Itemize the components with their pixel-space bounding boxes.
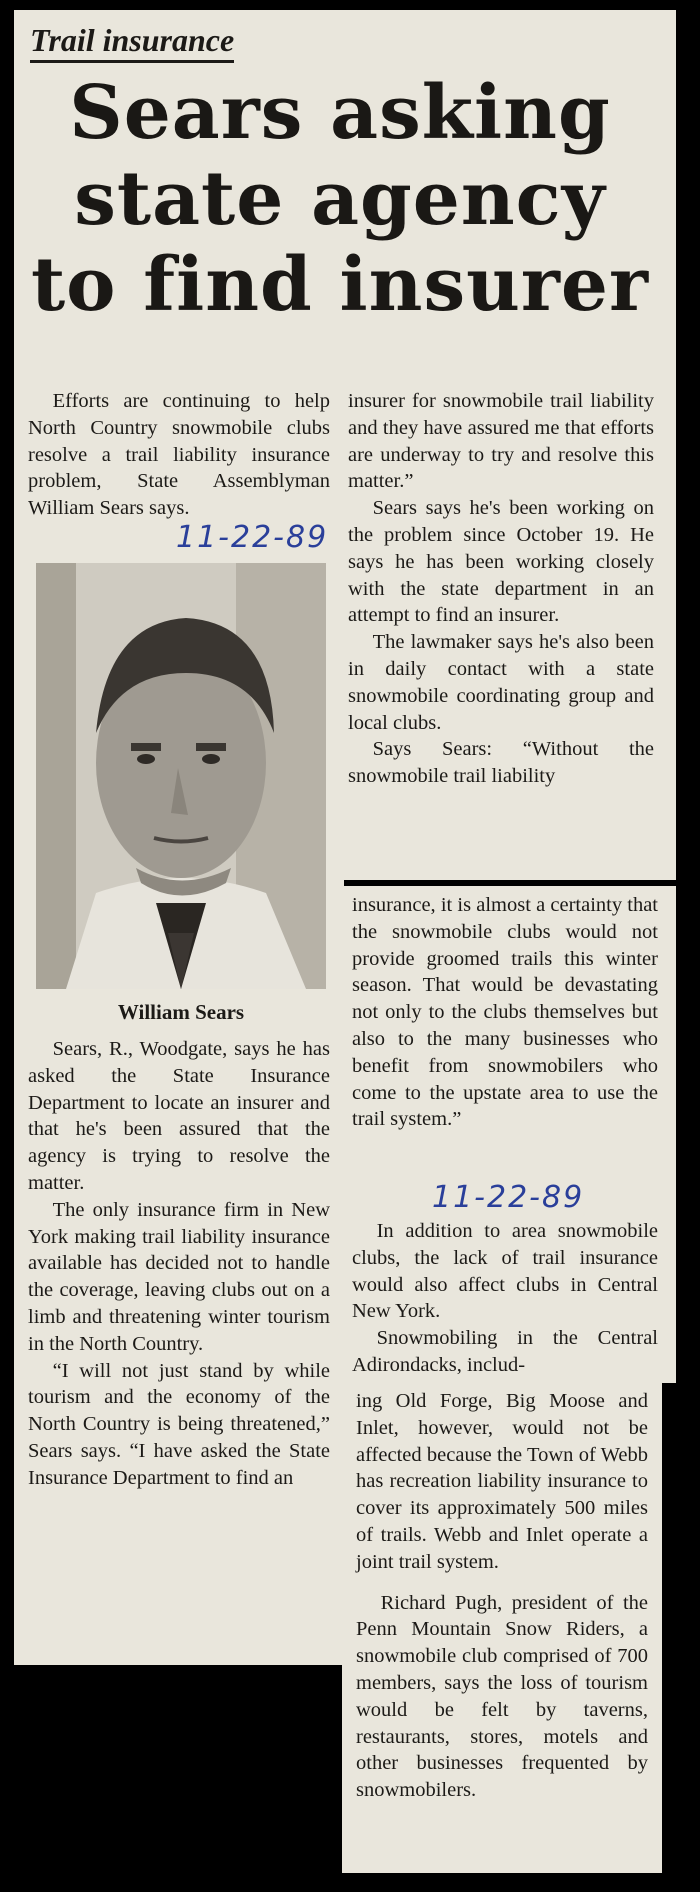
paragraph: ing Old Forge, Big Moose and Inlet, however, would not be affected because the Town of Webb has recreation liability insurance to cover its approximately 500 miles of trails. Webb and Inlet operate a joint trail system. bbox=[356, 1390, 648, 1573]
paragraph: Sears, R., Woodgate, says he has asked the State Insurance Department to locate an insurer and that he's been assured that the agency is trying to resolve the matter. bbox=[28, 1038, 330, 1194]
column-left-bottom bbox=[28, 1036, 330, 1492]
paragraph: Sears says he's been working on the problem since October 19. He says he has been working closely with the state department in an attempt to find an insurer. bbox=[348, 497, 654, 627]
paragraph: The only insurance firm in New York making trail liability insurance available has decided not to handle the coverage, leaving clubs out on a limb and threatening winter tourism in the North Country. bbox=[28, 1198, 330, 1355]
photo-caption: William Sears bbox=[117, 1000, 245, 1024]
column-right-a bbox=[348, 388, 654, 790]
column-right-d bbox=[356, 1388, 648, 1804]
handwritten-date: 11-22-89 bbox=[176, 520, 329, 555]
paragraph: insurance, it is almost a certainty that the snowmobile clubs would not provide groomed trails this winter season. That would be devastating not only to the clubs themselves but also to the many businesses who benefit from snowmobilers who come to the upstate area to use the trail system.” bbox=[352, 894, 658, 1131]
headline-line: state agency bbox=[74, 156, 606, 242]
handwritten-date: 11-22-89 bbox=[432, 1180, 585, 1215]
paragraph: In addition to area snowmobile clubs, the lack of trail insurance would also affect clubs in Central New York. bbox=[352, 1220, 658, 1323]
portrait-photo bbox=[36, 563, 326, 989]
headline bbox=[20, 70, 660, 328]
paragraph: Efforts are continuing to help North Country snowmobile clubs resolve a trail liability insurance problem, State Assemblyman William Sears says. bbox=[28, 390, 330, 520]
column-right-c bbox=[352, 1218, 658, 1379]
portrait-illustration bbox=[36, 563, 326, 989]
paragraph: insurer for snowmobile trail liability and they have assured me that efforts are underway to try and resolve this matter.” bbox=[348, 390, 654, 493]
column-right-b bbox=[352, 892, 658, 1133]
kicker: Trail insurance bbox=[30, 22, 234, 63]
paragraph: Says Sears: “Without the snowmobile trail liability bbox=[348, 738, 654, 788]
paragraph: “I will not just stand by while tourism and the economy of the North Country is being threatened,” Sears says. “I have asked the State Insurance Department to find an bbox=[28, 1359, 330, 1489]
paragraph: Snowmobiling in the Central Adirondacks, includ- bbox=[352, 1327, 658, 1376]
column-left-top bbox=[28, 388, 330, 522]
headline-line: to find insurer bbox=[31, 242, 649, 328]
paragraph: Richard Pugh, president of the Penn Mountain Snow Riders, a snowmobile club comprised of 700 members, says the loss of tourism would be felt by taverns, restaurants, stores, motels and other businesses frequented by snowmobilers. bbox=[356, 1591, 648, 1802]
headline-line: Sears asking bbox=[69, 70, 611, 156]
paragraph: The lawmaker says he's also been in daily contact with a state snowmobile coordinating group and local clubs. bbox=[348, 631, 654, 734]
